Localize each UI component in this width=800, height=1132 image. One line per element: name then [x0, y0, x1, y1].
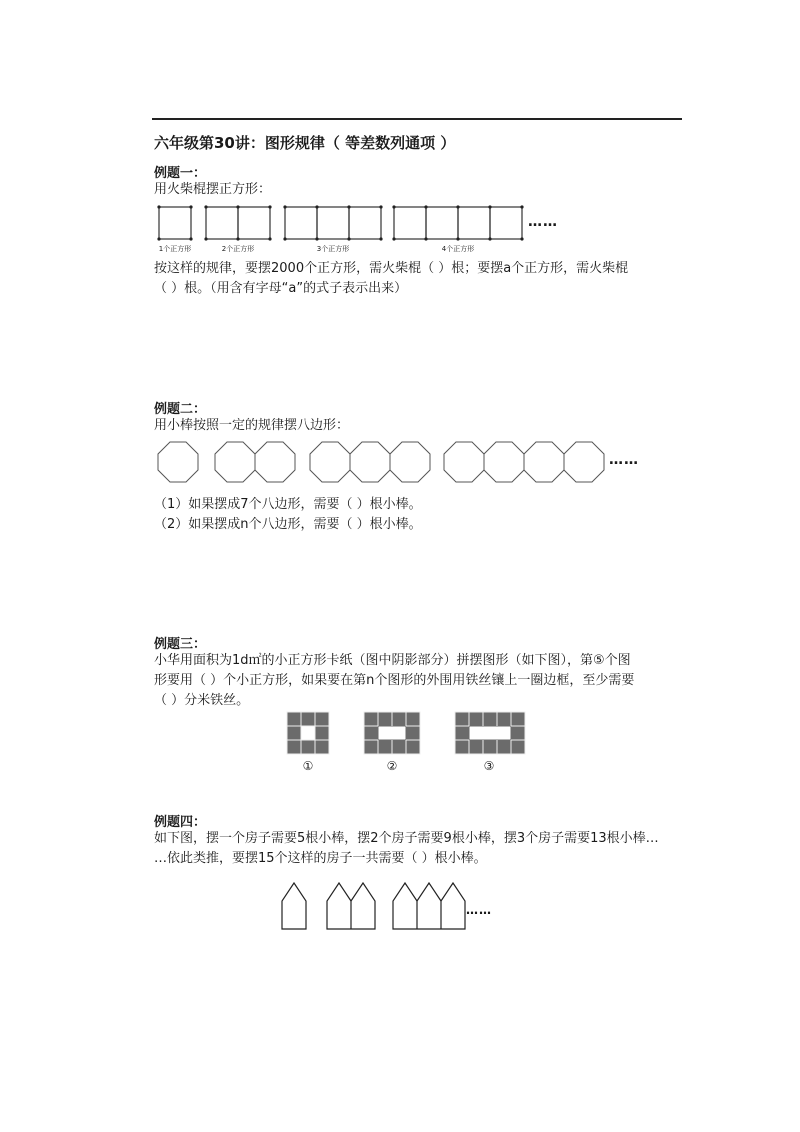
caption-3: 3个正方形	[316, 245, 350, 253]
example-3-heading: 例题三：	[154, 637, 207, 652]
example-1-question-line-2: （ ）根。（用含有字母“a”的式子表示出来）	[154, 281, 408, 296]
example-4-heading: 例题四：	[154, 815, 207, 830]
ellipsis: ……	[609, 452, 639, 468]
caption-4: 4个正方形	[441, 245, 475, 253]
houses-2	[327, 883, 375, 929]
page-title: 六年级第30讲：图形规律（ 等差数列通项 ）	[154, 134, 456, 152]
ellipsis: ……	[466, 903, 492, 917]
example-1-heading: 例题一：	[154, 166, 207, 181]
example-2-intro: 用小棒按照一定的规律摆八边形：	[154, 418, 350, 433]
house-1	[282, 883, 306, 929]
example-3-line-1: 小华用面积为1d㎡的小正方形卡纸（图中阴影部分）拼摆图形（如下图），第⑤个图	[154, 653, 631, 668]
example-3-line-3: （ ）分米铁丝。	[154, 693, 250, 708]
frame-label-2: ②	[386, 759, 398, 773]
caption-2: 2个正方形	[221, 245, 255, 253]
example-1-question-line-1: 按这样的规律，要摆2000个正方形，需火柴棍（ ）根；要摆a个正方形，需火柴棍	[154, 261, 629, 276]
example-3-line-2: 形要用（ ）个小正方形，如果要在第n个图形的外围用铁丝镶上一圈边框，至少需要	[154, 673, 635, 688]
example-2-heading: 例题二：	[154, 402, 207, 417]
frame-label-1: ①	[302, 759, 314, 773]
example-1-intro: 用火柴棍摆正方形：	[154, 182, 272, 197]
example-2-question-1: （1）如果摆成7个八边形，需要（ ）根小棒。	[154, 497, 422, 512]
houses-3	[393, 883, 465, 929]
example-4-line-1: 如下图，摆一个房子需要5根小棒，摆2个房子需要9根小棒，摆3个房子需要13根小棒…	[154, 831, 659, 846]
caption-1: 1个正方形	[158, 245, 192, 253]
example-2-question-2: （2）如果摆成n个八边形，需要（ ）根小棒。	[154, 517, 422, 532]
ellipsis: ……	[528, 214, 558, 230]
frame-label-3: ③	[483, 759, 495, 773]
example-4-line-2: …依此类推，要摆15个这样的房子一共需要（ ）根小棒。	[154, 851, 487, 866]
